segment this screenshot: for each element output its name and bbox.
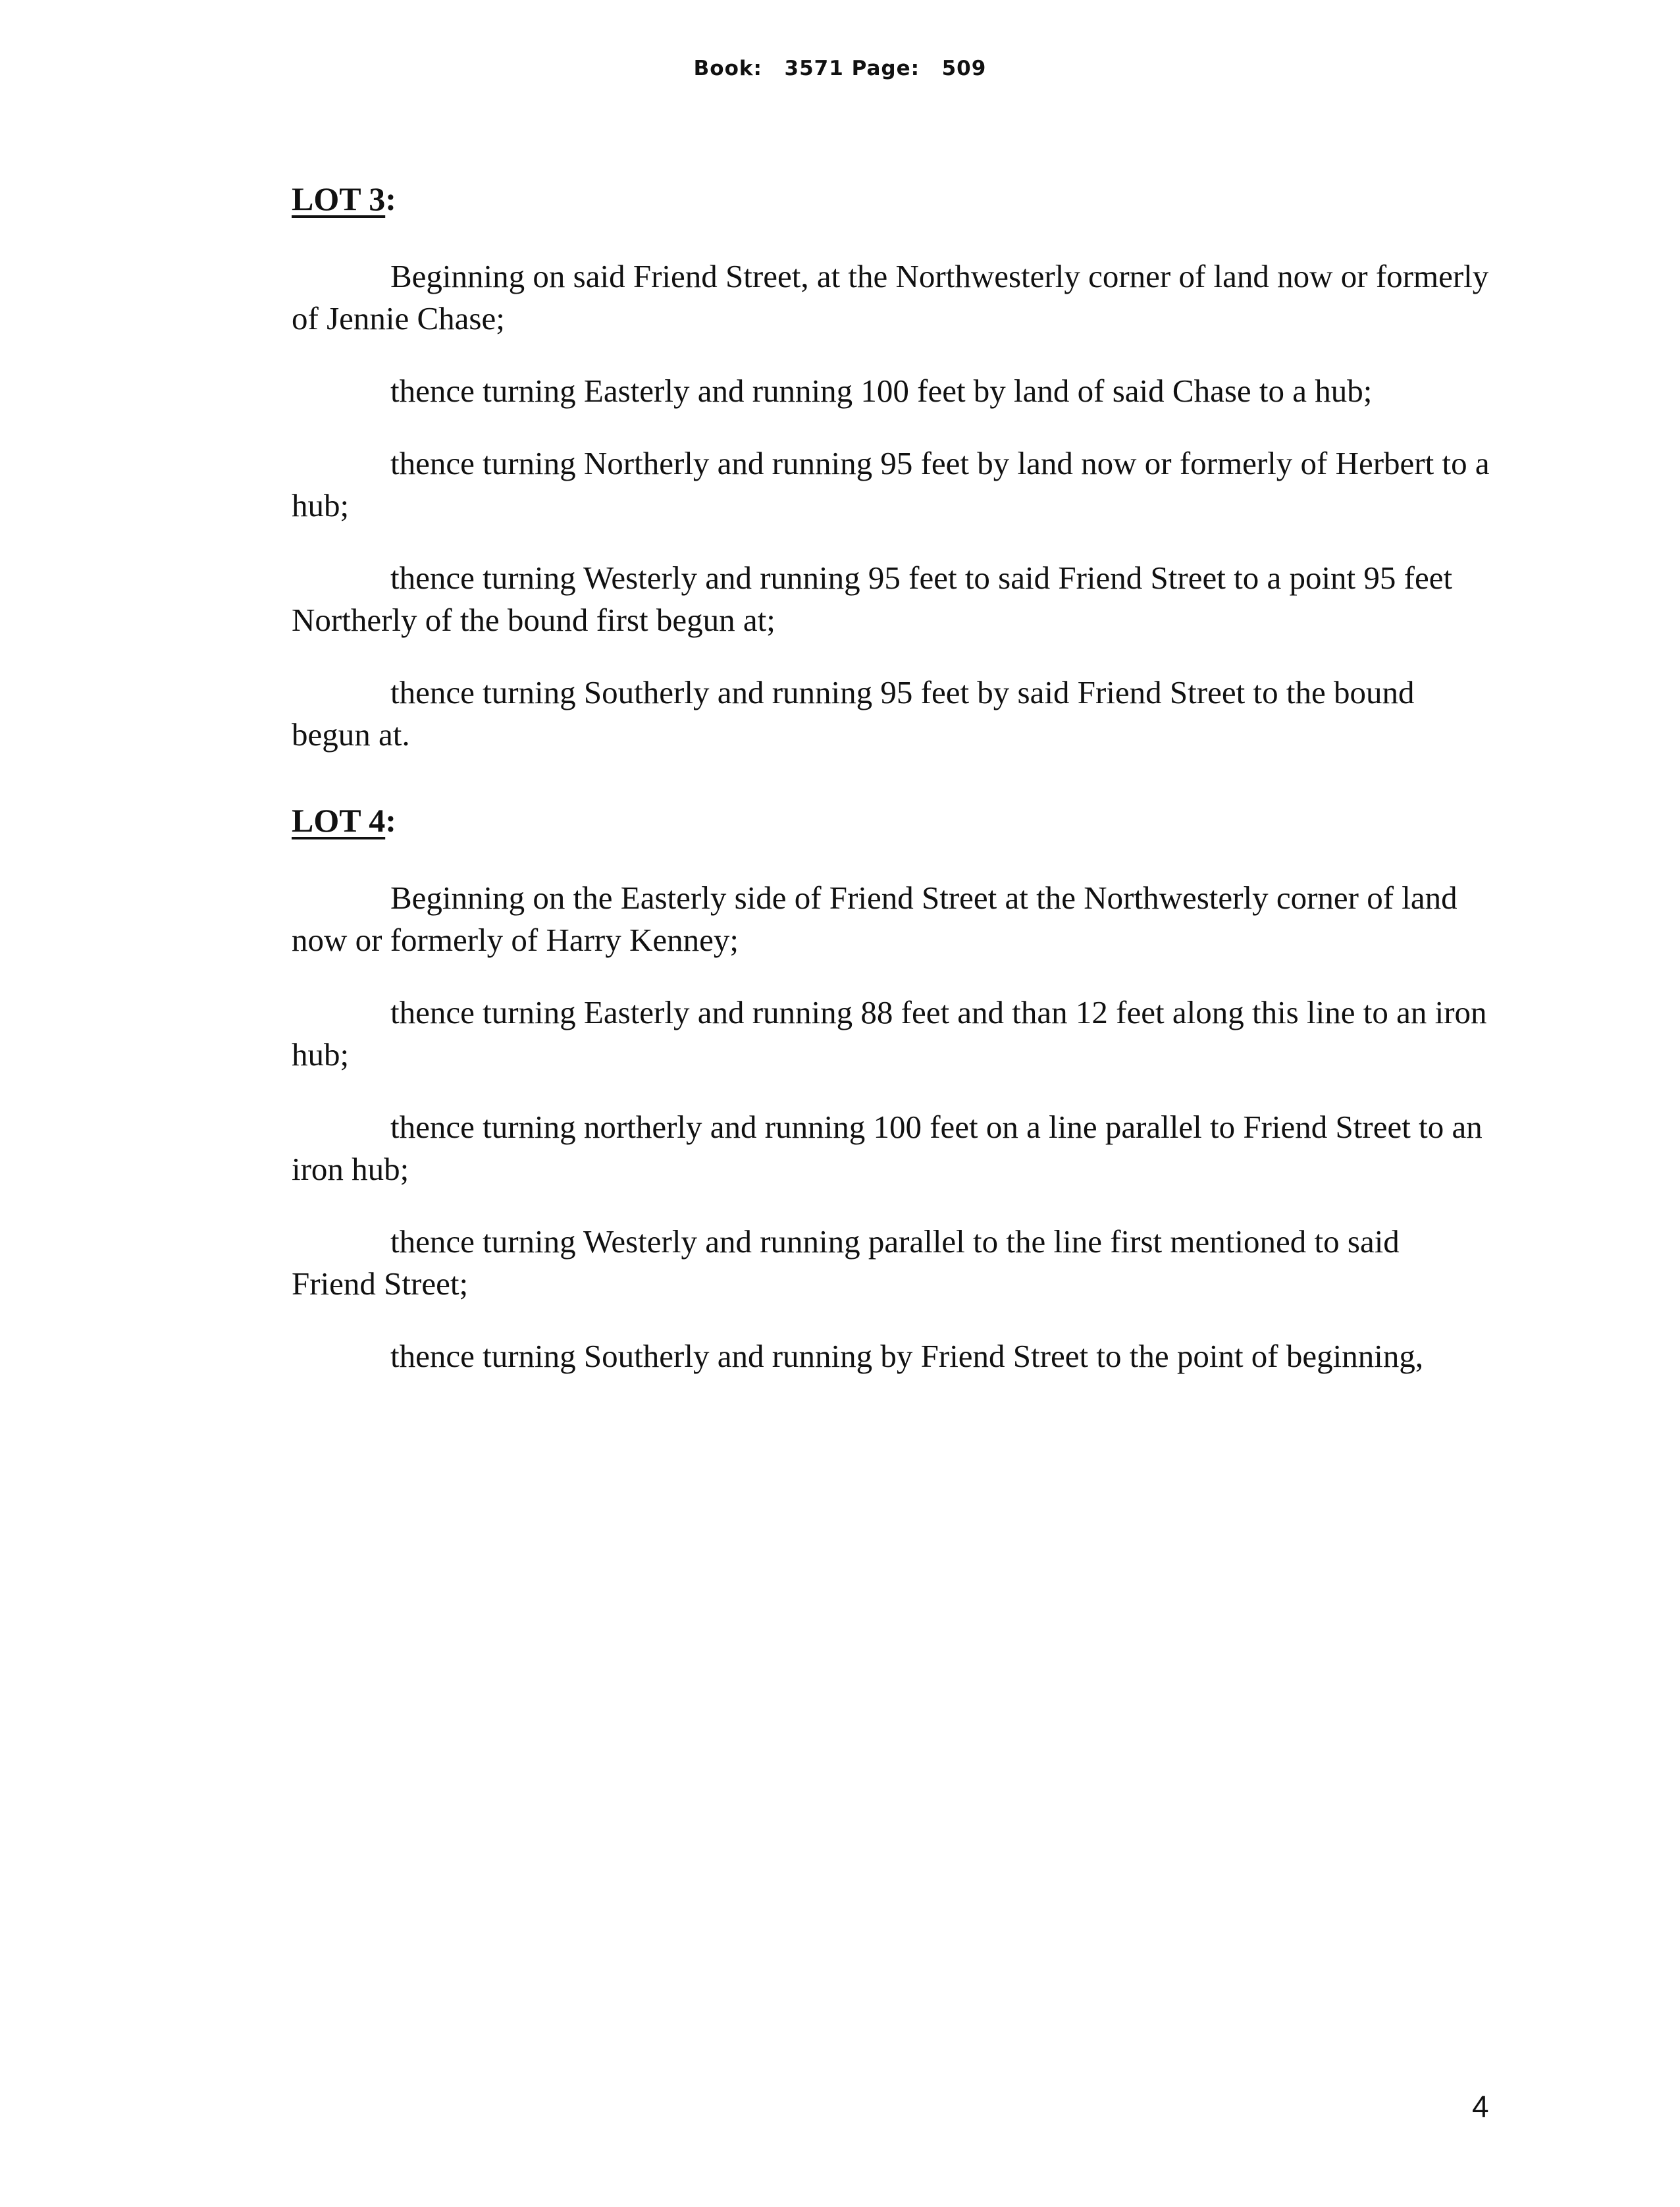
lot-3-paragraph: thence turning Northerly and running 95 feet by land now or formerly of Herbert to a hub; xyxy=(292,445,1490,523)
lot-3-paragraph: Beginning on said Friend Street, at the Northwesterly corner of land now or formerly of Jennie Chase; xyxy=(292,258,1489,336)
lot-3-paragraph: thence turning Southerly and running 95 feet by said Friend Street to the bound begun at. xyxy=(292,674,1415,753)
lot-4-paragraph: thence turning Westerly and running parallel to the line first mentioned to said Friend Street; xyxy=(292,1223,1400,1302)
page-label: Page: xyxy=(851,57,920,80)
lot-4-paragraph: Beginning on the Easterly side of Friend Street at the Northwesterly corner of land now or formerly of Harry Kenney; xyxy=(292,880,1457,958)
lot-4-heading xyxy=(292,799,1490,841)
page-number-footer: 4 xyxy=(1472,2089,1489,2123)
book-number: 3571 xyxy=(784,57,844,80)
page-number-header: 509 xyxy=(941,57,987,80)
lot-3-section xyxy=(292,178,1490,756)
lot-4-colon: : xyxy=(385,802,396,839)
lot-4-paragraph: thence turning Easterly and running 88 feet and than 12 feet along this line to an iron hub; xyxy=(292,994,1487,1073)
lot-4-section xyxy=(292,799,1490,1377)
lot-3-paragraph: thence turning Easterly and running 100 feet by land of said Chase to a hub; xyxy=(390,373,1373,409)
lot-3-paragraph: thence turning Westerly and running 95 feet to said Friend Street to a point 95 feet Northerly of the bound first begun at; xyxy=(292,560,1453,638)
book-page-header xyxy=(0,57,1680,80)
document-body xyxy=(292,178,1490,1421)
lot-4-paragraph: thence turning northerly and running 100 feet on a line parallel to Friend Street to an iron hub; xyxy=(292,1109,1483,1187)
lot-3-colon: : xyxy=(385,180,396,217)
lot-3-heading xyxy=(292,178,1490,220)
book-label: Book: xyxy=(693,57,762,80)
lot-3-title: LOT 3 xyxy=(292,180,386,217)
lot-4-title: LOT 4 xyxy=(292,802,386,839)
lot-4-paragraph: thence turning Southerly and running by Friend Street to the point of beginning, xyxy=(390,1338,1424,1374)
